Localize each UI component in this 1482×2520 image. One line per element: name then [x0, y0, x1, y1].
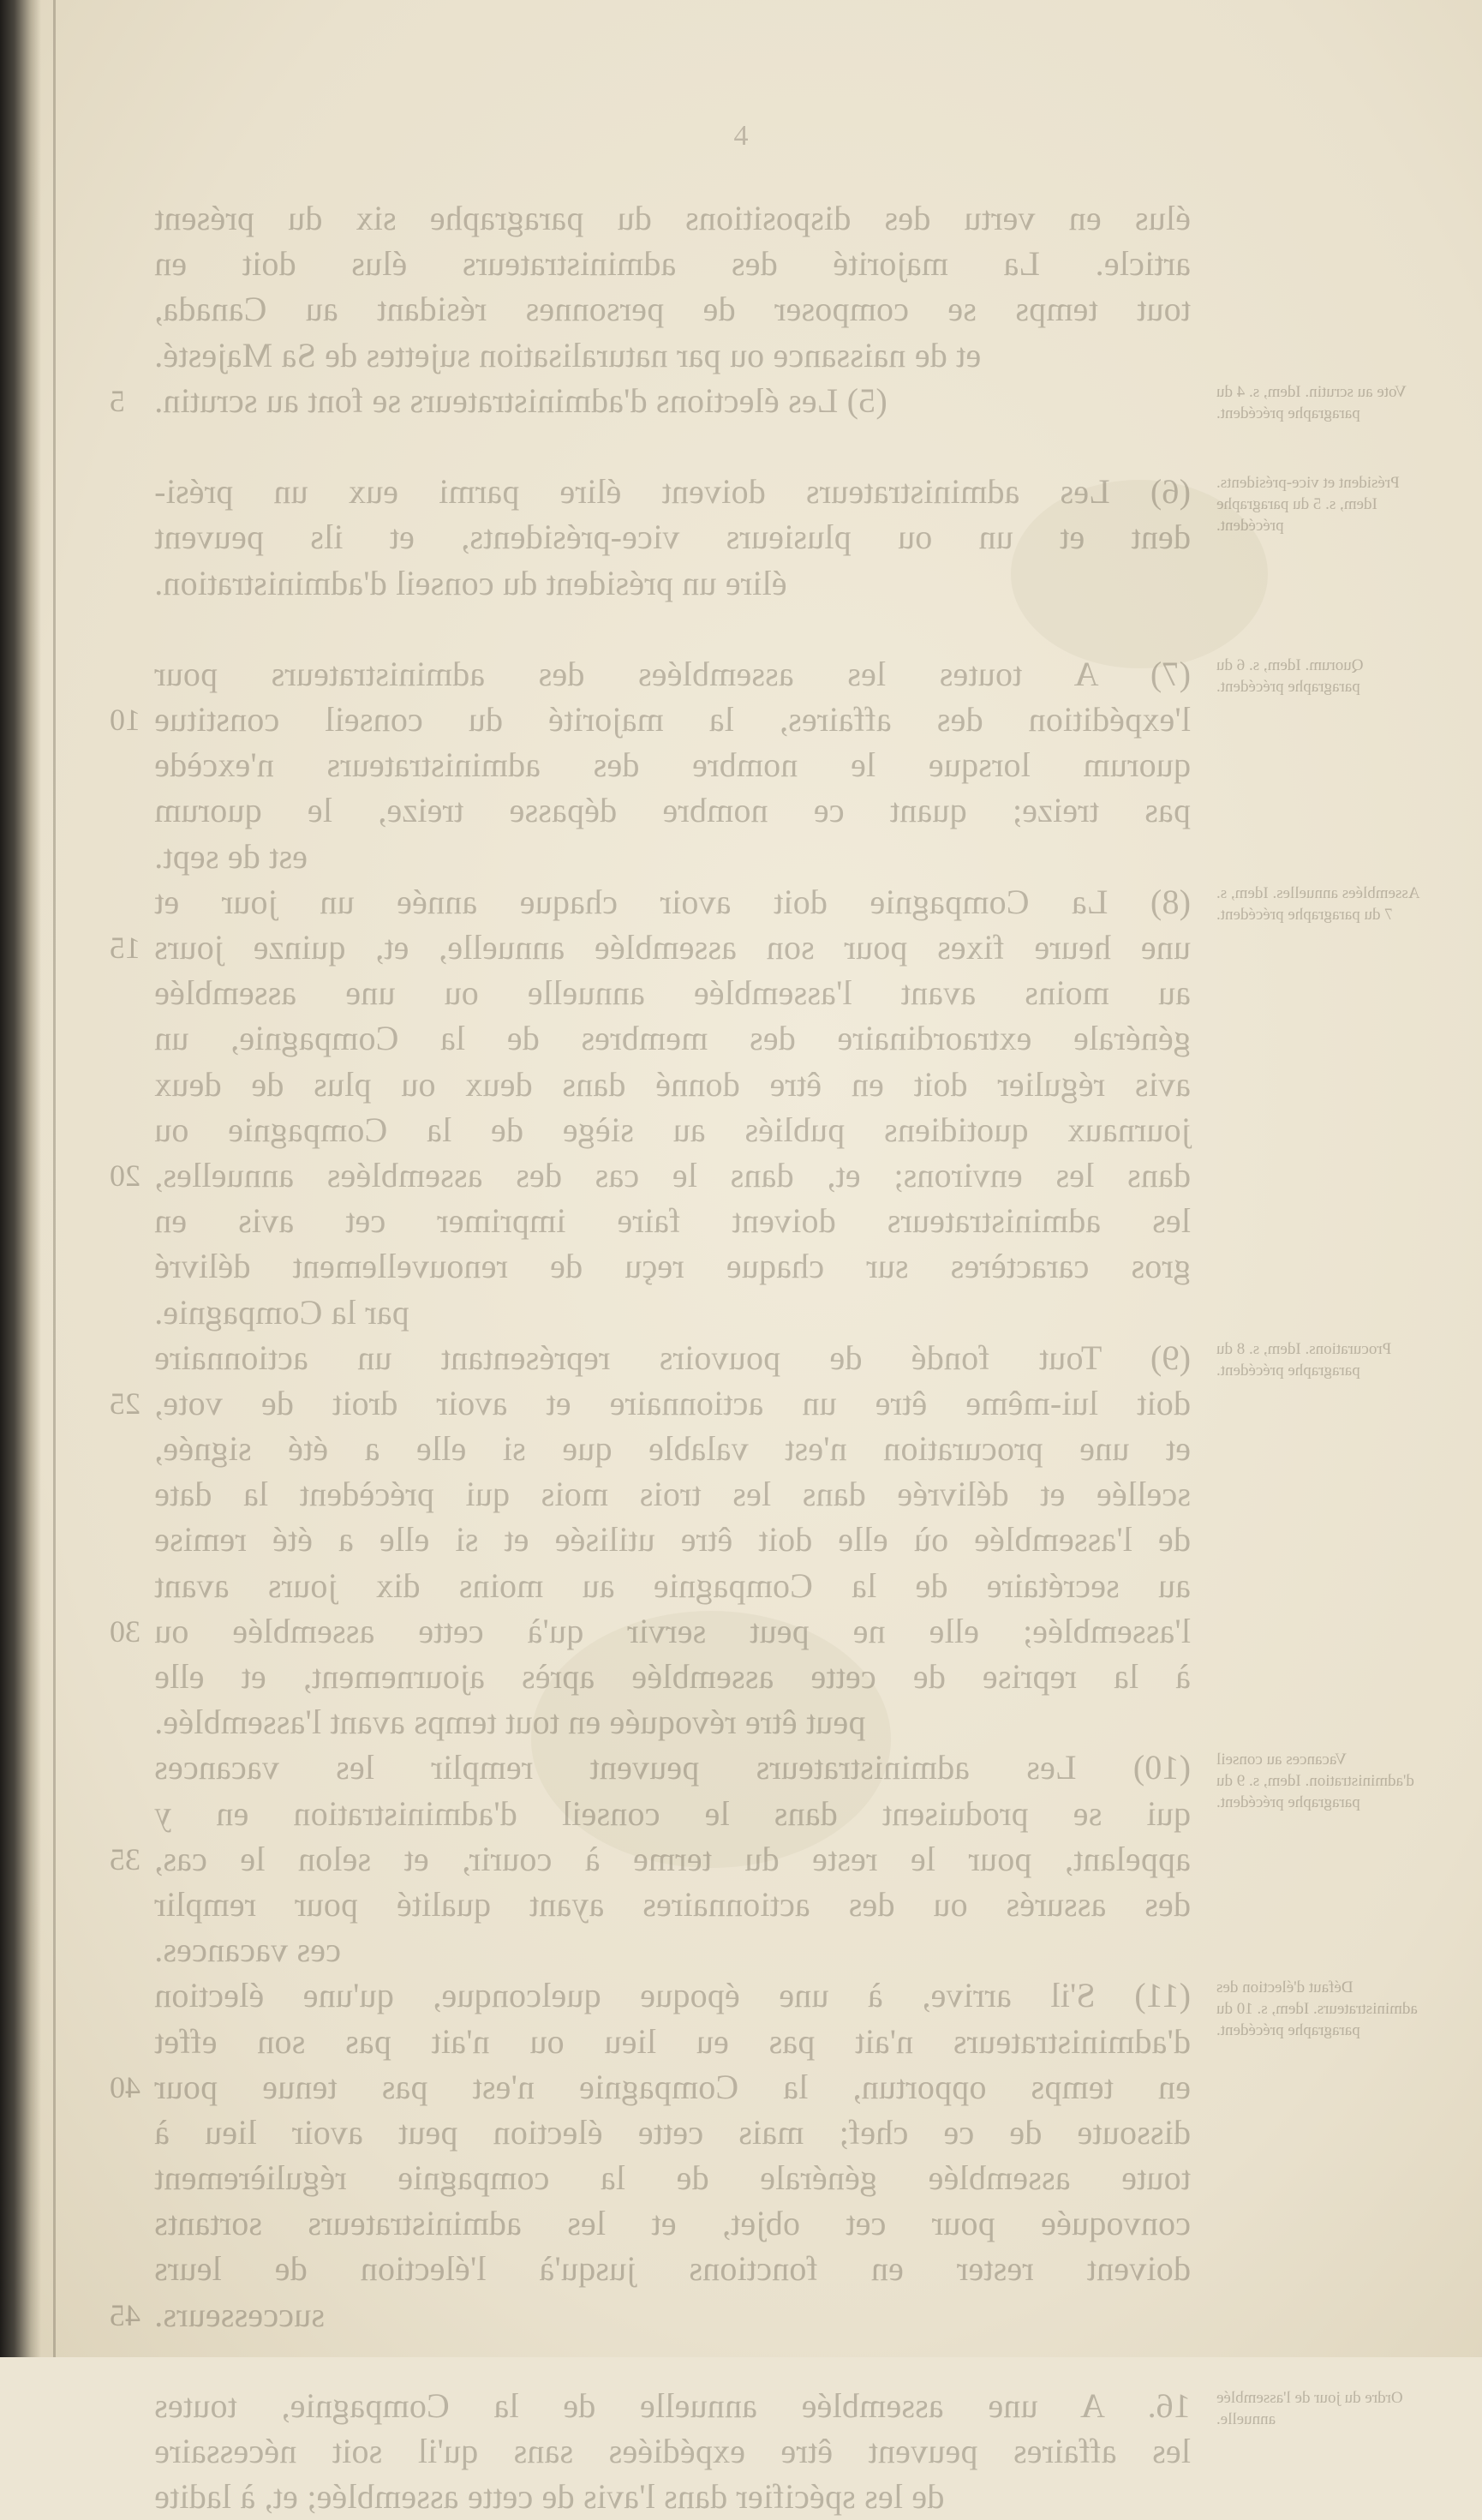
text-line: peut être révoquée en tout temps avant l'assemblée. [154, 1703, 866, 1742]
line-number: 40 [110, 2070, 140, 2105]
margin-note: Quorum. Idem, s. 6 du paragraphe précédent. [1216, 656, 1364, 696]
margin-note: Assemblées annuelles. Idem, s. 7 du paragraphe précédent. [1216, 884, 1420, 924]
text-line: gros caractères sur chaque reçu de renouvellement délivré [154, 1247, 1191, 1286]
line-number: 20 [110, 1158, 140, 1194]
text-line: scellée et délivrée dans les trois mois qui précèdent la date [154, 1475, 1191, 1514]
text-line: avis régulier doit en être donné dans deux ou plus de deux [154, 1064, 1191, 1104]
text-line: tout temps se composer de personnes résidant au Canada, [154, 290, 1191, 329]
text-line: élus en vertu des dispositions du paragraphe six du présent [154, 199, 1191, 237]
text-line: par la Compagnie. [154, 1292, 409, 1332]
text-line: les affaires peuvent être expédiées sans qu'il soit nécessaire [154, 2432, 1191, 2471]
bleed-through-text [154, 195, 1191, 2520]
text-line [154, 606, 1191, 651]
text-line: article. La majorité des administrateurs élus doit en [154, 244, 1191, 284]
text-line: et une procuration n'est valable que si elle a été signée, [154, 1429, 1191, 1469]
text-line: (8) La Compagnie doit avoir chaque année un jour et [154, 882, 1191, 921]
text-line: qui se produisent dans le conseil d'administration en y [154, 1793, 1191, 1833]
text-line: générale extraordinaire des membres de la Compagnie, un [154, 1019, 1191, 1058]
text-line: (6) Les administrateurs doivent élire parmi eux un prési- [154, 472, 1191, 512]
text-line: convoquée pour cet objet, et les administrateurs sortants [154, 2204, 1191, 2243]
text-line: (11) S'il arrive, à une époque quelconque, qu'une élection [154, 1976, 1191, 2015]
text-line: doivent rester en fonctions jusqu'à l'élection de leurs [154, 2249, 1191, 2289]
text-line: dans les environs; et, dans le cas des assemblées annuelles, [154, 1155, 1191, 1194]
text-line: toute assemblée générale de la compagnie régulièrement [154, 2158, 1191, 2198]
line-number: 25 [110, 1386, 140, 1422]
text-line: les administrateurs doivent faire imprimer cet avis en [154, 1201, 1191, 1241]
text-line: dissoute de ce chef; mais cette élection peut avoir lieu à [154, 2112, 1191, 2152]
line-number: 5 [110, 383, 125, 418]
text-line: (5) Les élections d'administrateurs se font au scrutin. [154, 380, 887, 420]
margin-note: Vote au scrutin. Idem, s. 4 du paragraphe précédent. [1216, 382, 1407, 422]
binding-shadow [0, 0, 41, 2357]
text-line: élire un président du conseil d'administration. [154, 563, 787, 602]
text-line [154, 2337, 1191, 2383]
binding-crease [53, 0, 56, 2357]
margin-note: Président et vice-présidents. Idem, s. 5 du paragraphe précédent. [1216, 474, 1400, 536]
text-line: l'assemblée; elle ne peut servir qu'à cette assemblée ou [154, 1611, 1191, 1650]
text-line: ces vacances. [154, 1930, 342, 1970]
text-line: des assurés ou des actionnaires ayant qualité pour remplir [154, 1884, 1191, 1924]
text-line: (10) Les administrateurs peuvent remplir les vacances [154, 1748, 1191, 1787]
line-number: 45 [110, 2298, 140, 2333]
line-number: 15 [110, 931, 140, 966]
text-line: de les spécifier dans l'avis de cette assemblée; et, à ladite [154, 2477, 945, 2517]
text-line: au moins avant l'assemblée annuelle ou une assemblée [154, 973, 1191, 1013]
text-line: pas treize; quant ce nombre dépasse treize, le quorum [154, 791, 1191, 830]
text-line: 16. A une assemblée annuelle de la Compagnie, toutes [154, 2386, 1191, 2425]
text-line: dent et un ou plusieurs vice-présidents, et ils peuvent [154, 518, 1191, 557]
text-line: une heure fixes pour son assemblée annuelle, et, quinze jours [154, 928, 1191, 967]
text-line: de l'assemblée où elle doit être utilisée et si elle a été remise [154, 1520, 1191, 1559]
text-line: appelant, pour le reste du terme à courir, et selon le cas, [154, 1839, 1191, 1878]
margin-note: Défaut d'élection des administrateurs. Idem, s. 10 du paragraphe précédent. [1216, 1978, 1418, 2039]
text-line: successeurs. [154, 2295, 326, 2334]
text-line [154, 423, 1191, 469]
text-line: à la reprise de cette assemblée après ajournement, et elle [154, 1657, 1191, 1696]
line-number: 10 [110, 703, 140, 738]
text-line: et de naissance ou par naturalisation sujettes de Sa Majesté. [154, 335, 982, 374]
margin-note: Vacances au conseil d'administration. Idem, s. 9 du paragraphe précédent. [1216, 1750, 1414, 1811]
text-line: au secrétaire de la Compagnie au moins dix jours avant [154, 1565, 1191, 1605]
text-line: en temps opportun, la Compagnie n'est pas tenue pour [154, 2067, 1191, 2106]
text-line: d'administrateurs n'ait pas eu lieu ou n'ait pas son effet [154, 2021, 1191, 2061]
text-line: doit lui-même être un actionnaire et avoir droit de vote, [154, 1383, 1191, 1422]
margin-note: Ordre du jour de l'assemblée annuelle. [1216, 2388, 1403, 2428]
margin-note: Procurations. Idem, s. 8 du paragraphe précédent. [1216, 1340, 1392, 1380]
text-line: est de sept. [154, 836, 308, 876]
line-number: 35 [110, 1842, 140, 1877]
text-line: (7) A toutes les assemblées des administrateurs pour [154, 654, 1191, 693]
text-line: l'expédition des affaires, la majorité du conseil constitue [154, 700, 1191, 739]
text-line: journaux quotidiens publiés au siège de la Compagnie ou [154, 1110, 1191, 1149]
text-line: quorum lorsque le nombre des administrateurs n'excède [154, 745, 1191, 785]
text-line: (9) Tout fondé de pouvoirs représentant un actionnaire [154, 1338, 1191, 1377]
line-number: 30 [110, 1614, 140, 1649]
page-number: 4 [733, 120, 749, 152]
